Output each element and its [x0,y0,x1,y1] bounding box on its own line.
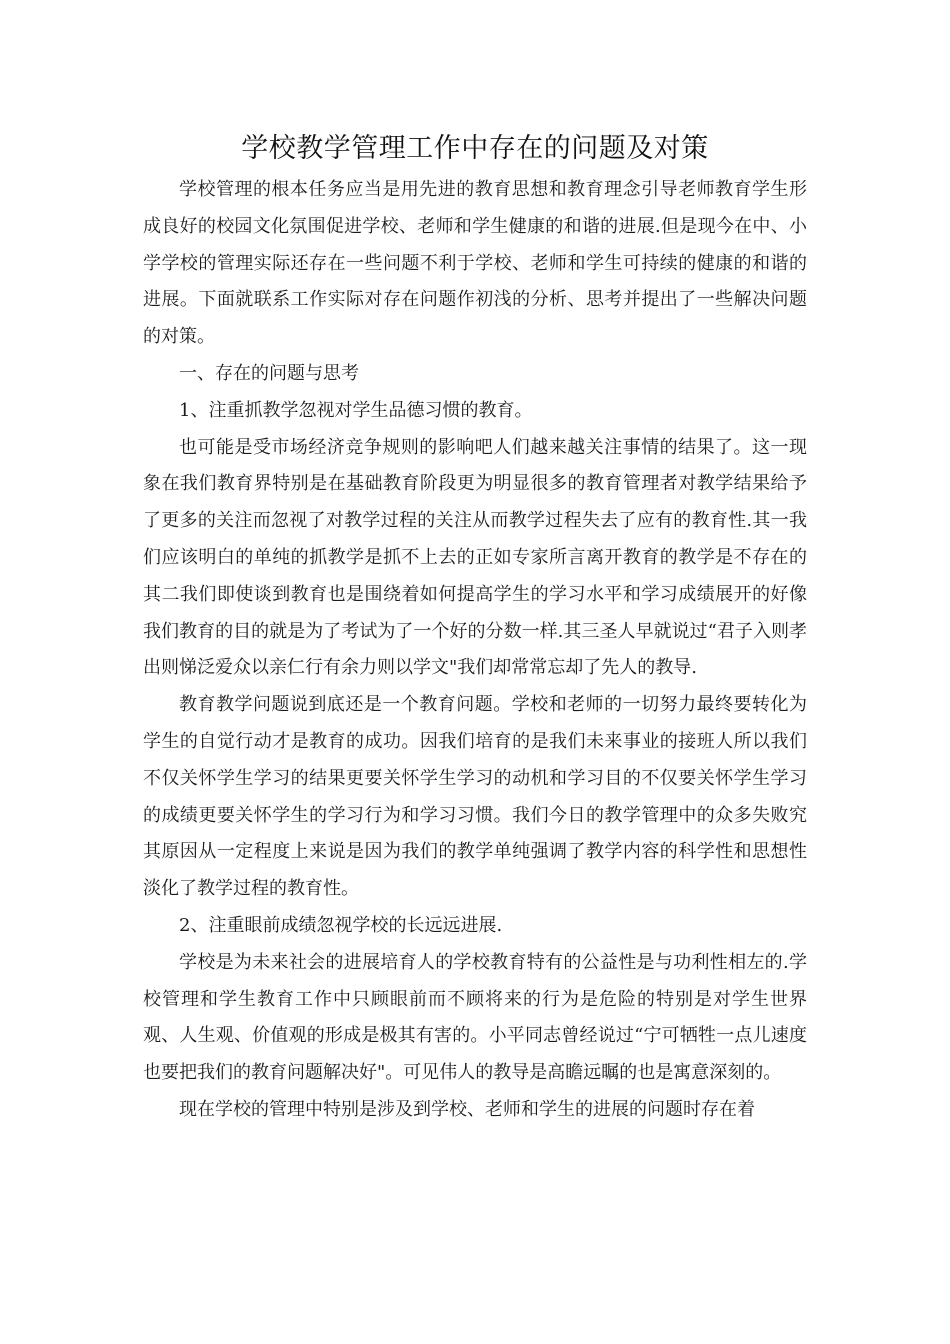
document-title: 学校教学管理工作中存在的问题及对策 [241,133,709,164]
paragraph-body-2: 教育教学问题说到底还是一个教育问题。学校和老师的一切努力最终要转化为学生的自觉行动才是教育的成功。因我们培育的是我们未来事业的接班人所以我们不仅关怀学生学习的结果更要关怀学生学习的动机和学习目的不仅要关怀学生学习的成绩更要关怀学生的学习行为和学习习惯。我们今日的教学管理中的众多失败究其原因从一定程度上来说是因为我们的教学单纯强调了教学内容的科学性和思想性淡化了教学过程的教育性。 [143,694,807,900]
subheading-1: 1、注重抓教学忽视对学生品德习惯的教育。 [179,399,533,421]
section-heading-problems: 一、存在的问题与思考 [179,362,359,384]
paragraph-intro: 学校管理的根本任务应当是用先进的教育思想和教育理念引导老师教育学生形成良好的校园文化氛围促进学校、老师和学生健康的和谐的进展.但是现今在中、小学学校的管理实际还存在一些问题不利于学校、老师和学生可持续的健康的和谐的进展。下面就联系工作实际对存在问题作初浅的分析、思考并提出了一些解决问题的对策。 [143,179,807,348]
document-page [143,126,807,1129]
paragraph-body-4: 现在学校的管理中特别是涉及到学校、老师和学生的进展的问题时存在着 [179,1098,755,1120]
subheading-2: 2、注重眼前成绩忽视学校的长远远进展. [179,914,503,936]
paragraph-body-1: 也可能是受市场经济竞争规则的影响吧人们越来越关注事情的结果了。这一现象在我们教育界特别是在基础教育阶段更为明显很多的教育管理者对教学结果给予了更多的关注而忽视了对教学过程的关注从而教学过程失去了应有的教育性.其一我们应该明白的单纯的抓教学是抓不上去的正如专家所言离开教育的教学是不存在的其二我们即使谈到教育也是围绕着如何提高学生的学习水平和学习成绩展开的好像我们教育的目的就是为了考试为了一个好的分数一样.其三圣人早就说过“君子入则孝出则悌泛爱众以亲仁行有余力则以学文"我们却常常忘却了先人的教导. [143,436,807,679]
paragraph-body-3: 学校是为未来社会的进展培育人的学校教育特有的公益性是与功利性相左的.学校管理和学生教育工作中只顾眼前而不顾将来的行为是危险的特别是对学生世界观、人生观、价值观的形成是极其有害的。小平同志曾经说过“宁可牺牲一点儿速度也要把我们的教育问题解决好"。可见伟人的教导是高瞻远瞩的也是寓意深刻的。 [143,951,807,1084]
